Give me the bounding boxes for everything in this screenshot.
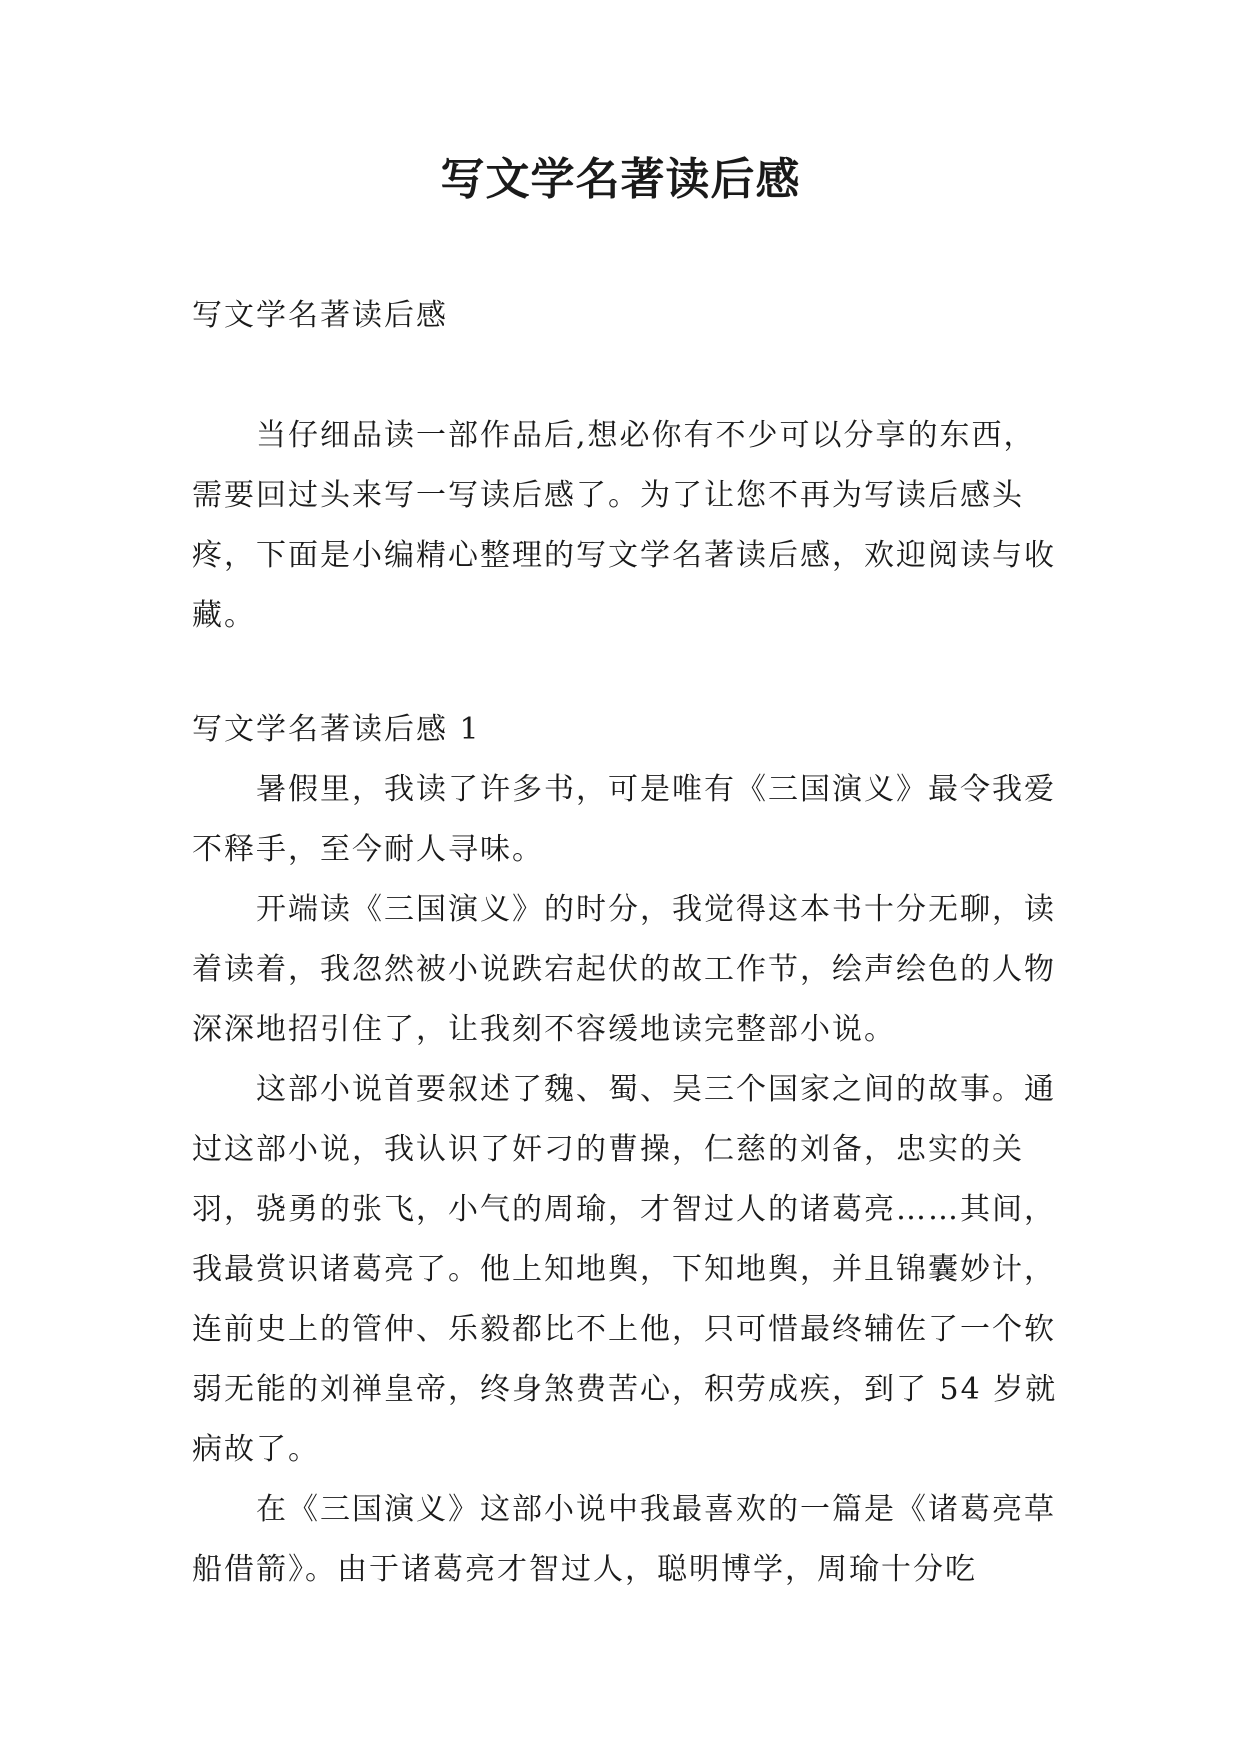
section-paragraph: 这部小说首要叙述了魏、蜀、吴三个国家之间的故事。通过这部小说，我认识了奸刁的曹操，仁慈的刘备，忠实的关羽，骁勇的张飞，小气的周瑜，才智过人的诸葛亮……其间，我最赏识诸葛亮了。他上知地舆，下知地舆，并且锦囊妙计，连前史上的管仲、乐毅都比不上他，只可惜最终辅佐了一个软弱无能的刘禅皇帝，终身煞费苦心，积劳成疾，到了 54 岁就病故了。 [192, 1072, 1058, 1467]
document-title: 写文学名著读后感 [440, 154, 801, 205]
section-paragraph: 开端读《三国演义》的时分，我觉得这本书十分无聊，读着读着，我忽然被小说跌宕起伏的故工作节，绘声绘色的人物深深地招引住了，让我刻不容缓地读完整部小说。 [192, 892, 1056, 1047]
section-paragraph: 在《三国演义》这部小说中我最喜欢的一篇是《诸葛亮草船借箭》。由于诸葛亮才智过人，聪明博学，周瑜十分吃 [192, 1492, 1056, 1587]
section-heading: 写文学名著读后感 1 [192, 712, 481, 747]
document-subtitle: 写文学名著读后感 [192, 298, 448, 333]
intro-paragraph: 当仔细品读一部作品后,想必你有不少可以分享的东西，需要回过头来写一写读后感了。为了让您不再为写读后感头疼，下面是小编精心整理的写文学名著读后感，欢迎阅读与收藏。 [192, 418, 1056, 633]
section-paragraph: 暑假里，我读了许多书，可是唯有《三国演义》最令我爱不释手，至今耐人寻味。 [192, 772, 1056, 867]
section-body [192, 760, 1058, 1600]
